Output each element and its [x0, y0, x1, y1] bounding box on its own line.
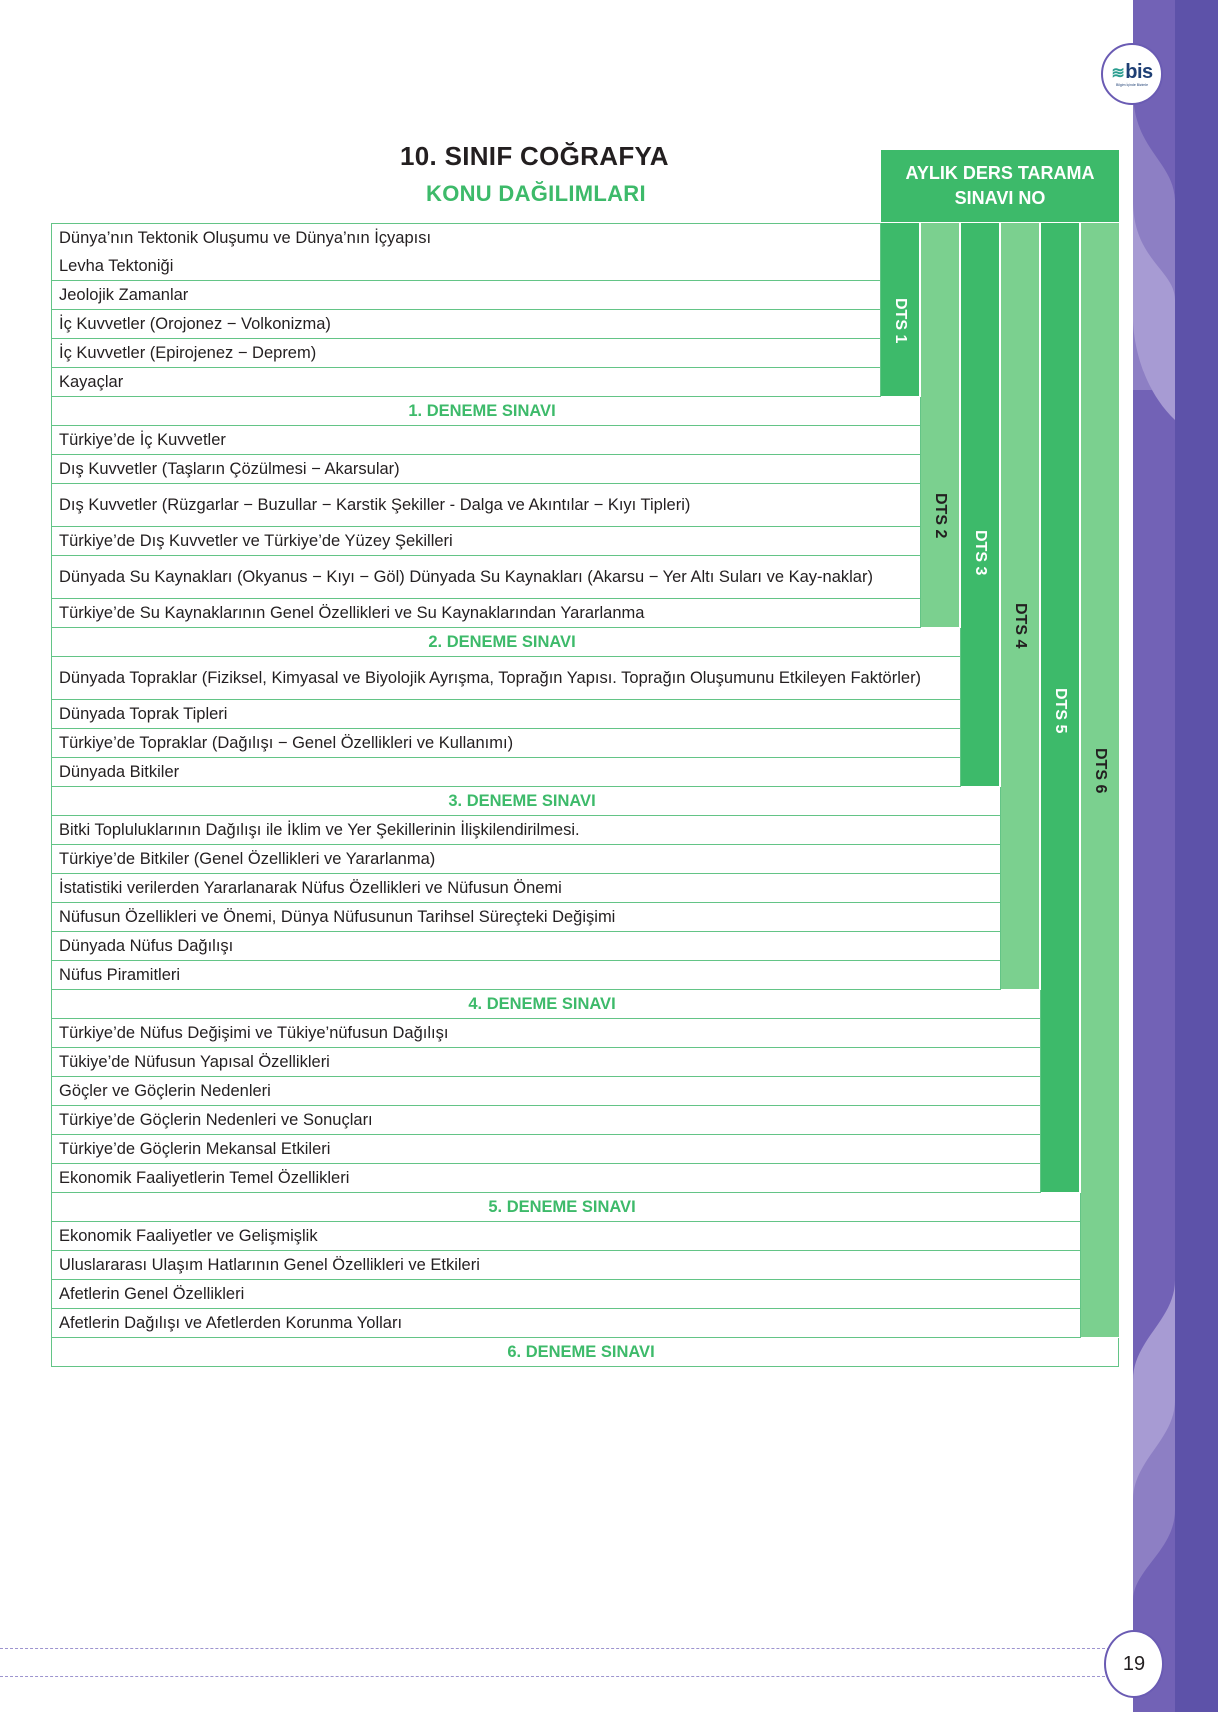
topic-label: Göçler ve Göçlerin Nedenleri: [59, 1081, 271, 1100]
topic-row: [51, 932, 1001, 961]
topic-label: Dünya’nın Tektonik Oluşumu ve Dünya’nın İçyapısı: [59, 228, 432, 247]
topic-row: [51, 1309, 1081, 1338]
topic-label: Afetlerin Dağılışı ve Afetlerden Korunma Yolları: [59, 1313, 403, 1332]
dts-column-1: [881, 223, 919, 397]
topic-label: Dış Kuvvetler (Taşların Çözülmesi − Akarsular): [59, 459, 400, 478]
topic-label: Afetlerin Genel Özellikleri: [59, 1284, 245, 1303]
topic-label: Nüfus Piramitleri: [59, 965, 181, 984]
deneme-exam-label: 3. DENEME SINAVI: [448, 791, 596, 810]
topic-row: [51, 223, 881, 254]
topic-label: Dünyada Nüfus Dağılışı: [59, 936, 234, 955]
topic-row: [51, 1019, 1041, 1048]
topic-row: [51, 484, 921, 527]
logo-tagline: Bilgim İçinde Bizimle: [1115, 82, 1149, 87]
topic-row: [51, 1164, 1041, 1193]
topic-row: [51, 845, 1001, 874]
topic-row: [51, 816, 1001, 845]
topic-row: [51, 368, 881, 397]
dts-column-3: [961, 223, 999, 787]
topic-label: İstatistiki verilerden Yararlanarak Nüfus Özellikleri ve Nüfusun Önemi: [59, 878, 562, 897]
topic-row: [51, 1280, 1081, 1309]
topic-label: İç Kuvvetler (Orojonez − Volkonizma): [59, 314, 331, 333]
deneme-exam-label: 5. DENEME SINAVI: [488, 1197, 636, 1216]
deneme-exam-row: [51, 990, 1041, 1019]
dts-label: DTS 6: [1092, 748, 1109, 794]
topic-row: [51, 599, 921, 628]
deneme-exam-label: 2. DENEME SINAVI: [428, 632, 576, 651]
logo-text: bis: [1125, 60, 1153, 83]
footer-dashed-line-bottom: [0, 1676, 1110, 1677]
topic-row: [51, 961, 1001, 990]
exam-header-line-2: SINAVI NO: [954, 188, 1046, 208]
topic-row: [51, 1251, 1081, 1280]
deneme-exam-label: 4. DENEME SINAVI: [468, 994, 616, 1013]
topic-label: Bitki Topluluklarının Dağılışı ile İklim ve Yer Şekillerinin İlişkilendirilmesi.: [59, 820, 580, 839]
topic-row: [51, 1222, 1081, 1251]
topic-label: Türkiye’de Göçlerin Nedenleri ve Sonuçları: [59, 1110, 373, 1129]
deneme-exam-row: [51, 628, 961, 657]
topic-label: Dünyada Topraklar (Fiziksel, Kimyasal ve Biyolojik Ayrışma, Toprağın Yapısı. Toprağın Oluşumunu Etkileyen Faktörler): [59, 668, 922, 687]
swirl-logo-icon: ≋: [1111, 64, 1125, 82]
topic-label: Ekonomik Faaliyetlerin Temel Özellikleri: [59, 1168, 350, 1187]
deneme-exam-row: [51, 1193, 1081, 1222]
topic-row: [51, 903, 1001, 932]
topic-row: [51, 310, 881, 339]
topic-label: Türkiye’de Göçlerin Mekansal Etkileri: [59, 1139, 331, 1158]
dts-label: DTS 3: [972, 530, 989, 576]
topic-label: Nüfusun Özellikleri ve Önemi, Dünya Nüfusunun Tarihsel Süreçteki Değişimi: [59, 907, 616, 926]
topic-label: Ekonomik Faaliyetler ve Gelişmişlik: [59, 1226, 318, 1245]
topic-row: [51, 1135, 1041, 1164]
topic-label: Türkiye’de Dış Kuvvetler ve Türkiye’de Yüzey Şekilleri: [59, 531, 453, 550]
footer-dashed-line-top: [0, 1648, 1110, 1649]
dts-label: DTS 2: [932, 493, 949, 539]
topic-row: [51, 758, 961, 787]
topic-label: Türkiye’de İç Kuvvetler: [59, 430, 226, 449]
topic-label: İç Kuvvetler (Epirojenez − Deprem): [59, 343, 317, 362]
page-title: 10. SINIF COĞRAFYA: [400, 141, 669, 171]
topic-row: [51, 426, 921, 455]
dts-label: DTS 4: [1012, 603, 1029, 649]
topic-row: [51, 527, 921, 556]
page-number: [1104, 1630, 1164, 1698]
topic-label: Türkiye’de Bitkiler (Genel Özellikleri ve Yararlanma): [59, 849, 436, 868]
topic-row: [51, 252, 881, 281]
deneme-exam-row: [51, 787, 1001, 816]
dts-column-2: [921, 223, 959, 628]
topic-row: [51, 1106, 1041, 1135]
topic-row: [51, 700, 961, 729]
topic-row: [51, 556, 921, 599]
topic-label: Levha Tektoniği: [59, 256, 174, 275]
topic-label: Kayaçlar: [59, 372, 124, 391]
topic-label: Dünyada Toprak Tipleri: [59, 704, 228, 723]
dts-column-6: [1081, 223, 1119, 1338]
topic-row: [51, 1077, 1041, 1106]
deneme-exam-label: 6. DENEME SINAVI: [507, 1342, 655, 1361]
topic-label: Türkiye’de Nüfus Değişimi ve Tükiye’nüfusun Dağılışı: [59, 1023, 449, 1042]
topic-row: [51, 657, 961, 700]
topic-label: Jeolojik Zamanlar: [59, 285, 189, 304]
topic-row: [51, 729, 961, 758]
publisher-logo: [1101, 43, 1163, 105]
topic-label: Türkiye’de Topraklar (Dağılışı − Genel Özellikleri ve Kullanımı): [59, 733, 514, 752]
topic-label: Türkiye’de Su Kaynaklarının Genel Özellikleri ve Su Kaynaklarından Yararlanma: [59, 603, 645, 622]
topic-label: Dünyada Su Kaynakları (Okyanus − Kıyı − Göl) Dünyada Su Kaynakları (Akarsu − Yer Altı Suları ve Kay-naklar): [59, 567, 873, 586]
dts-label: DTS 1: [892, 298, 909, 344]
topic-row: [51, 339, 881, 368]
deneme-exam-row: [51, 397, 921, 426]
topic-label: Dünyada Bitkiler: [59, 762, 180, 781]
topic-label: Dış Kuvvetler (Rüzgarlar − Buzullar − Karstik Şekiller - Dalga ve Akıntılar − Kıyı Tipleri): [59, 495, 691, 514]
topic-label: Tükiye’de Nüfusun Yapısal Özellikleri: [59, 1052, 330, 1071]
topic-row: [51, 1048, 1041, 1077]
deneme-exam-row: [51, 1338, 1119, 1367]
exam-header-line-1: AYLIK DERS TARAMA: [905, 163, 1095, 183]
exam-number-header: [881, 150, 1119, 222]
sidebar-stripe: [1175, 0, 1218, 1712]
topic-row: [51, 455, 921, 484]
dts-column-4: [1001, 223, 1039, 990]
topic-label: Uluslararası Ulaşım Hatlarının Genel Özellikleri ve Etkileri: [59, 1255, 480, 1274]
page-number-text: 19: [1122, 1652, 1146, 1675]
dts-label: DTS 5: [1052, 688, 1069, 734]
topic-row: [51, 281, 881, 310]
dts-column-5: [1041, 223, 1079, 1193]
page-subtitle: KONU DAĞILIMLARI: [426, 181, 646, 206]
topic-row: [51, 874, 1001, 903]
deneme-exam-label: 1. DENEME SINAVI: [408, 401, 556, 420]
